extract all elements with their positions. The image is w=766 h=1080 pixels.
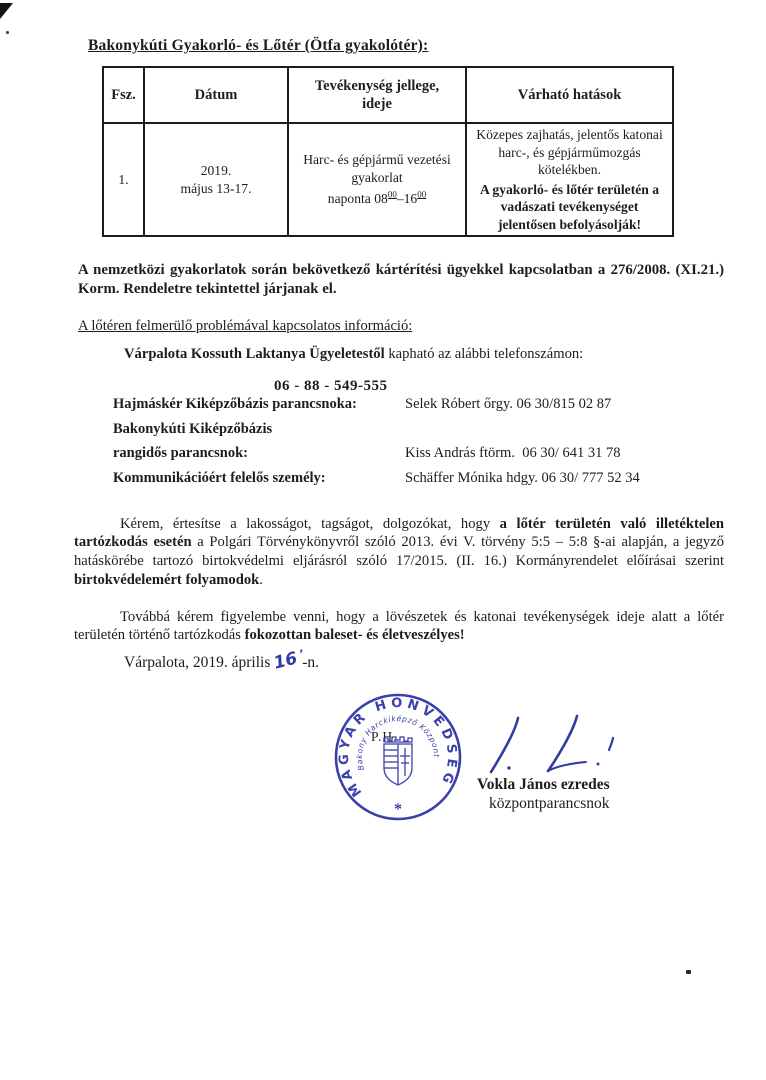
contact-row-bakonykuti bbox=[113, 421, 693, 446]
handwritten-tick: ’ bbox=[298, 646, 304, 661]
stamp-star: * bbox=[394, 801, 402, 818]
scan-artifact-speck bbox=[6, 31, 9, 34]
round-stamp bbox=[325, 684, 471, 830]
contact-value: Kiss András ftörm. 06 30/ 641 31 78 bbox=[405, 445, 621, 462]
cell-fsz: 1. bbox=[103, 123, 144, 236]
cell-effects bbox=[466, 123, 673, 236]
contact-label: Hajmáskér Kiképzőbázis parancsnoka: bbox=[113, 396, 357, 412]
signatory-name: Vokla János ezredes bbox=[477, 776, 610, 793]
contact-label: rangidős parancsnok: bbox=[113, 445, 248, 462]
warning-paragraph: Továbbá kérem figyelembe venni, hogy a lövészetek és katonai tevékenységek ideje alatt a lőtér területén történő tartózkodás fokozottan baleset- és életveszélyes! bbox=[74, 608, 724, 644]
contact-row-kommunikacio bbox=[113, 470, 693, 495]
scan-artifact-dot bbox=[686, 970, 691, 974]
ph-seal-placeholder-label: P.H. bbox=[371, 729, 398, 744]
contact-label: Kommunikációért felelős személy: bbox=[113, 469, 326, 486]
col-header-activity bbox=[288, 67, 466, 123]
info-heading: A lőtéren felmerülő problémával kapcsolatos információ: bbox=[78, 318, 413, 334]
info-intro-line bbox=[124, 346, 583, 363]
cell-effects-bold: A gyakorló- és lőtér területén a vadászati tevékenységet jelentősen befolyásolják! bbox=[479, 181, 660, 232]
contact-value: Schäffer Mónika hdgy. 06 30/ 777 52 34 bbox=[405, 469, 640, 486]
cell-activity-line2: gyakorlat bbox=[351, 169, 403, 185]
signature-scribble bbox=[485, 712, 620, 780]
date-suffix: -n. bbox=[302, 654, 320, 671]
date-prefix: Várpalota, 2019. április bbox=[124, 654, 275, 671]
col-header-activity-line1: Tevékenység jellege, bbox=[314, 78, 440, 94]
cell-datum bbox=[144, 123, 288, 236]
cell-activity-line1: Harc- és gépjármű vezetési bbox=[303, 152, 451, 168]
col-header-datum: Dátum bbox=[144, 67, 288, 123]
col-header-activity-line2: ideje bbox=[362, 96, 392, 112]
signatory-title: központparancsnok bbox=[489, 795, 610, 812]
col-header-fsz: Fsz. bbox=[103, 67, 144, 123]
info-intro-bold: Várpalota Kossuth Laktanya Ügyeletestől bbox=[124, 346, 385, 362]
col-header-effects: Várható hatások bbox=[466, 67, 673, 123]
cell-activity bbox=[288, 123, 466, 236]
schedule-table bbox=[102, 66, 674, 237]
request-paragraph: Kérem, értesítse a lakosságot, tagságot, dolgozókat, hogy a lőtér területén való illetéktelen tartózkodás esetén a Polgári Törvénykönyvről szóló 2013. évi V. törvény 5:5 – 5:8 §-ai alapján, a jegyző hatáskörébe tartozó birtokvédelmi eljárásról szóló 17/2015. (II. 16.) Kormányrendelet előírásai szerint birtokvédelemért folyamodok. bbox=[74, 515, 724, 588]
contact-row-hajmasker bbox=[113, 396, 693, 421]
info-intro-rest: kapható az alábbi telefonszámon: bbox=[384, 346, 584, 362]
stamp-inner-text: Bakony Harckiképző Központ bbox=[354, 713, 442, 772]
contact-row-rangidos bbox=[113, 445, 693, 470]
stamp-outer-text: MAGYAR HONVÉDSÉG bbox=[336, 695, 460, 800]
cell-datum-line1: 2019. bbox=[200, 163, 232, 178]
phone-number: 06 - 88 - 549-555 bbox=[274, 378, 388, 394]
table-header-row bbox=[103, 67, 673, 123]
cell-datum-line2: május 13-17. bbox=[180, 180, 252, 196]
contact-list bbox=[113, 396, 693, 494]
contact-label: Bakonykúti Kiképzőbázis bbox=[113, 420, 273, 437]
notice-paragraph: A nemzetközi gyakorlatok során bekövetkező kártérítési ügyekkel kapcsolatban a 276/2008. (XI.21.) Korm. Rendeletre tekintettel járjanak el. bbox=[78, 261, 724, 298]
stamp-coat-of-arms bbox=[384, 737, 412, 785]
date-line bbox=[124, 646, 320, 674]
cell-activity-time: naponta $08^{00}-16^{00}$ bbox=[327, 189, 427, 207]
document-title: Bakonykúti Gyakorló- és Lőtér (Ötfa gyakolótér): bbox=[88, 37, 429, 54]
handwritten-day: 16 bbox=[271, 648, 300, 674]
scan-artifact-corner bbox=[0, 3, 13, 19]
cell-effects-normal: Közepes zajhatás, jelentős katonai harc-, és gépjárműmozgás kötelékben. bbox=[476, 127, 663, 177]
table-row bbox=[103, 123, 673, 236]
contact-value: Selek Róbert őrgy. 06 30/815 02 87 bbox=[405, 396, 612, 412]
